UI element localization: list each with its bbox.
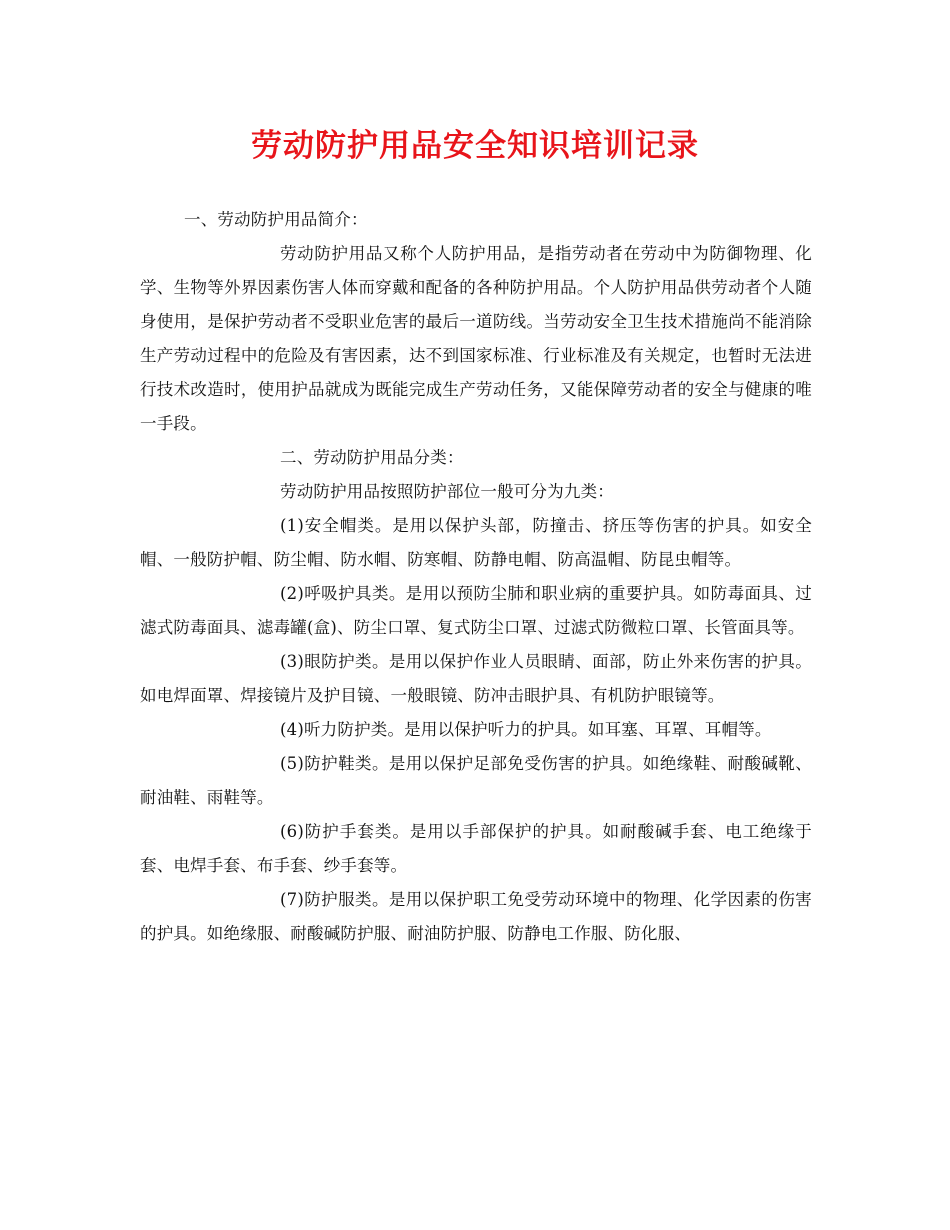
list-item-protective-shoes: (5)防护鞋类。是用以保护足部免受伤害的护具。如绝缘鞋、耐酸碱靴、耐油鞋、雨鞋等。	[140, 754, 812, 807]
page-title: 劳动防护用品安全知识培训记录	[251, 128, 699, 164]
paragraph-classification-summary: 劳动防护用品按照防护部位一般可分为九类：	[280, 482, 614, 501]
list-item-protective-clothing: (7)防护服类。是用以保护职工免受劳动环境中的物理、化学因素的伤害的护具。如绝缘服、耐酸碱防护服、耐油防护服、防静电工作服、防化服、	[140, 890, 812, 943]
document-body	[140, 203, 812, 951]
section-heading-intro: 一、劳动防护用品简介：	[184, 210, 368, 229]
list-item-eye-protection: (3)眼防护类。是用以保护作业人员眼睛、面部，防止外来伤害的护具。如电焊面罩、焊接镜片及护目镜、一般眼镜、防冲击眼护具、有机防护眼镜等。	[140, 652, 812, 705]
list-item-gloves: (6)防护手套类。是用以手部保护的护具。如耐酸碱手套、电工绝缘于套、电焊手套、布手套、纱手套等。	[140, 822, 812, 875]
list-item-hearing-protection: (4)听力防护类。是用以保护听力的护具。如耳塞、耳罩、耳帽等。	[280, 720, 772, 739]
list-item-helmets: (1)安全帽类。是用以保护头部，防撞击、挤压等伤害的护具。如安全帽、一般防护帽、防尘帽、防水帽、防寒帽、防静电帽、防高温帽、防昆虫帽等。	[140, 516, 812, 569]
list-item-respiratory: (2)呼吸护具类。是用以预防尘肺和职业病的重要护具。如防毒面具、过滤式防毒面具、滤毒罐(盒)、防尘口罩、复式防尘口罩、过滤式防微粒口罩、长管面具等。	[140, 584, 812, 637]
paragraph-intro: 劳动防护用品又称个人防护用品，是指劳动者在劳动中为防御物理、化学、生物等外界因素伤害人体而穿戴和配备的各种防护用品。个人防护用品供劳动者个人随身使用，是保护劳动者不受职业危害的最后一道防线。当劳动安全卫生技术措施尚不能消除生产劳动过程中的危险及有害因素，达不到国家标准、行业标准及有关规定，也暂时无法进行技术改造时，使用护品就成为既能完成生产劳动任务，又能保障劳动者的安全与健康的唯一手段。	[140, 244, 812, 433]
section-heading-classification: 二、劳动防护用品分类：	[280, 448, 464, 467]
